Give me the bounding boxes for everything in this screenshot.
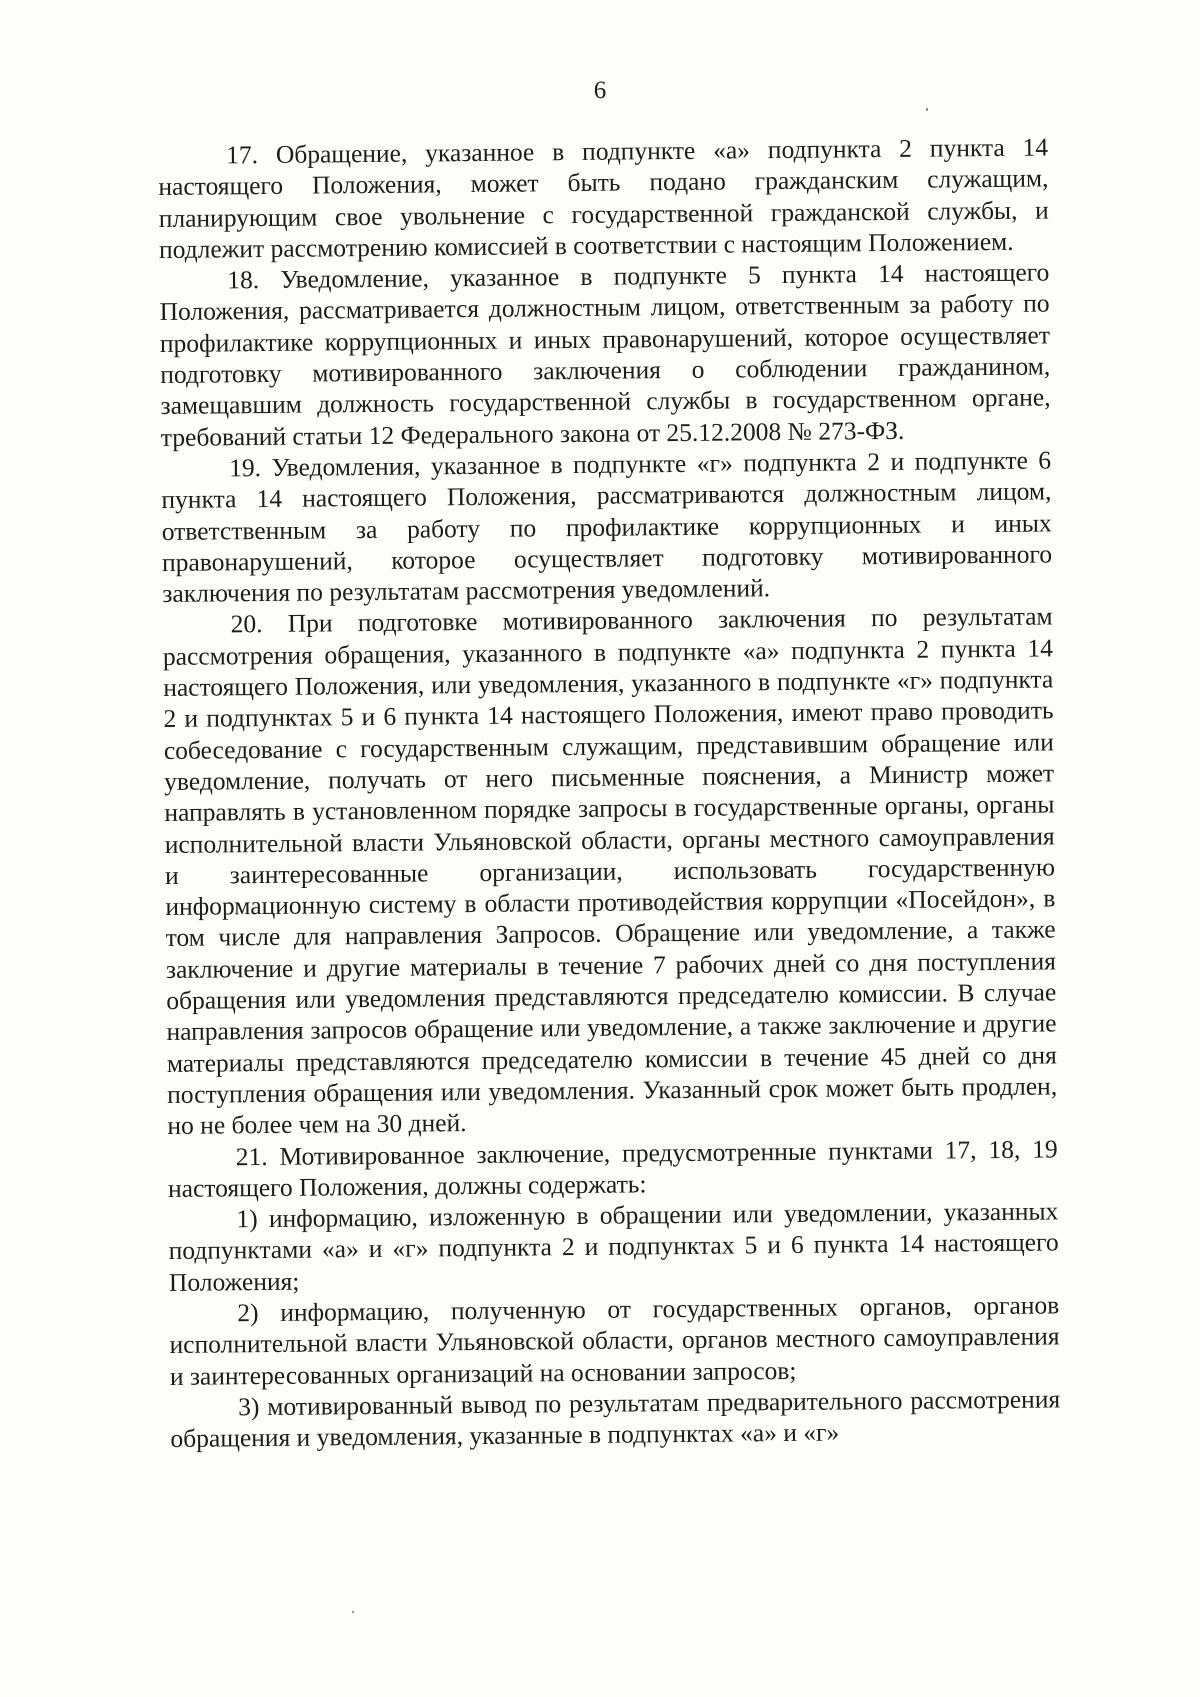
paragraph-20: 20. При подготовке мотивированного заключения по результатам рассмотрения обращения, указанного в подпункте «а» подпункта 2 пункта 14 настоящего Положения, или уведомления, указанного в подпункте «г» подпункта 2 и подпунктах 5 и 6 пункта 14 настоящего Положения, имеют право проводить собеседование с государственным служащим, представившим обращение или уведомление, получать от него письменные пояснения, а Министр может направлять в установленном порядке запросы в государственные органы, органы исполнительной власти Ульяновской области, органы местного самоуправления и заинтересованные организации, использовать государственную информационную систему в области противодействия коррупции «Посейдон», в том числе для направления Запросов. Обращение или уведомление, а также заключение и другие материалы в течение 7 рабочих дней со дня поступления обращения или уведомления представляются председателю комиссии. В случае направления запросов обращение или уведомление, а также заключение и другие материалы представляются председателю комиссии в течение 45 дней со дня поступления обращения или уведомления. Указанный срок может быть продлен, но не более чем на 30 дней. bbox=[162, 601, 1058, 1141]
list-item-2: 2) информацию, полученную от государственных органов, органов исполнительной власти Ульяновской области, органов местного самоуправления и заинтересованных организаций на основании запросов; bbox=[169, 1290, 1060, 1391]
paragraph-19: 19. Уведомления, указанное в подпункте «г» подпункта 2 и подпункте 6 пункта 14 настоящего Положения, рассматриваются должностным лицом, ответственным за работу по профилактике коррупционных и иных правонарушений, которое осуществляет подготовку мотивированного заключения по результатам рассмотрения уведомлений. bbox=[161, 445, 1053, 609]
paragraph-17: 17. Обращение, указанное в подпункте «а» подпункта 2 пункта 14 настоящего Положения, может быть подано гражданским служащим, планирующим свое увольнение с государственной гражданской службы, и подлежит рассмотрению комиссией в соответствии с настоящим Положением. bbox=[158, 132, 1049, 264]
list-item-1: 1) информацию, изложенную в обращении или уведомлении, указанных подпунктами «а» и «г» подпункта 2 и подпунктах 5 и 6 пункта 14 настоящего Положения; bbox=[168, 1196, 1059, 1297]
paragraph-18: 18. Уведомление, указанное в подпункте 5 пункта 14 настоящего Положения, рассматривается должностным лицом, ответственным за работу по профилактике коррупционных и иных правонарушений, которое осуществляет подготовку мотивированного заключения о соблюдении гражданином, замещавшим должность государственной службы в государственном органе, требований статьи 12 Федерального закона от 25.12.2008 № 273-ФЗ. bbox=[159, 257, 1051, 452]
paragraph-21: 21. Мотивированное заключение, предусмотренные пунктами 17, 18, 19 настоящего Положения, должны содержать: bbox=[167, 1133, 1058, 1203]
list-item-3: 3) мотивированный вывод по результатам предварительного рассмотрения обращения и уведомления, указанные в подпунктах «а» и «г» bbox=[170, 1384, 1061, 1454]
scan-speck bbox=[352, 1611, 354, 1613]
document-body bbox=[158, 131, 1061, 1454]
scan-speck bbox=[926, 108, 928, 111]
page-number: 6 bbox=[593, 77, 607, 104]
